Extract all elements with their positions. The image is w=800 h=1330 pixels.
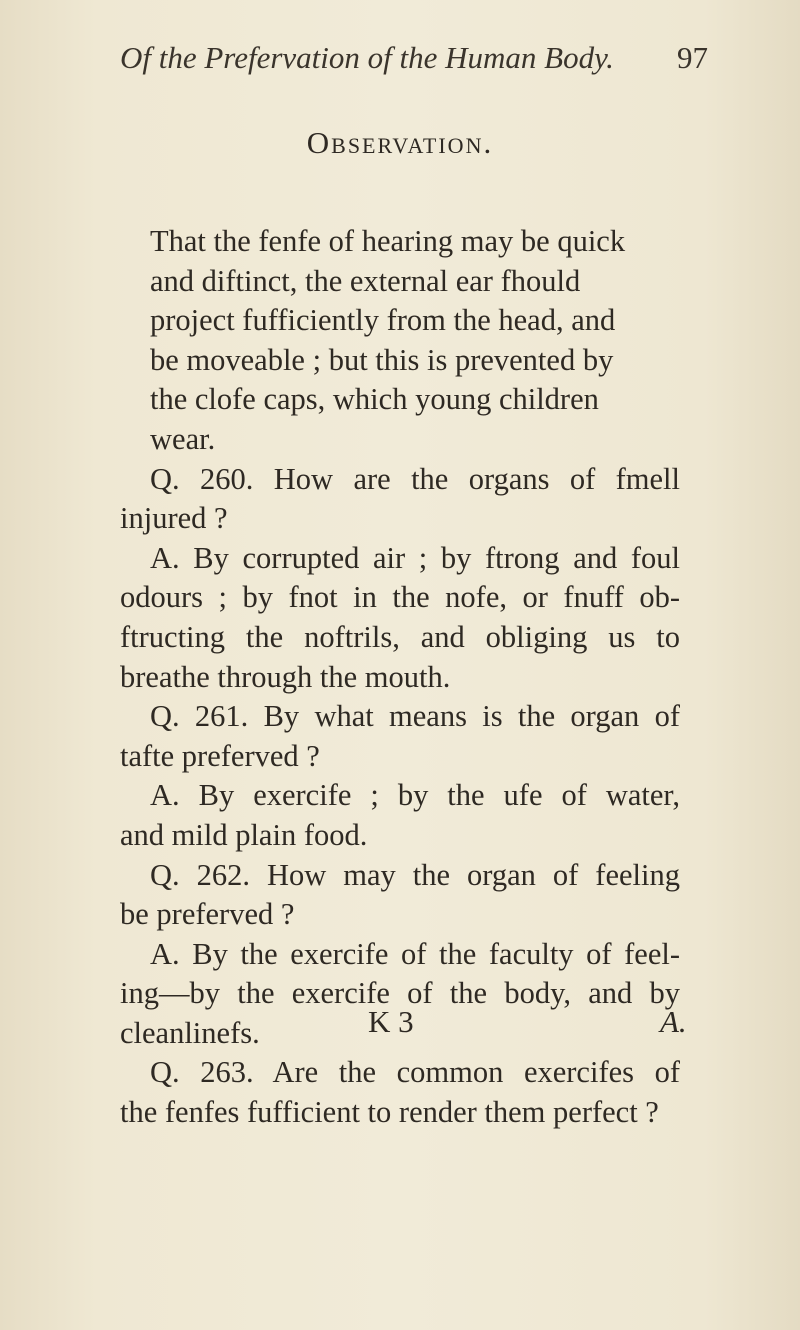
body-text bbox=[120, 222, 680, 1133]
text-line: A. By corrupted air ; by ftrong and foul bbox=[150, 540, 680, 575]
section-heading: Observation. bbox=[306, 125, 494, 160]
page-number: 97 bbox=[677, 40, 708, 75]
text-line: ftructing the noftrils, and obliging us to bbox=[120, 619, 680, 654]
text-line: the fenfes fufficient to render them perfect ? bbox=[120, 1095, 659, 1130]
text-line: be moveable ; but this is prevented by bbox=[150, 342, 614, 377]
text-line: wear. bbox=[150, 421, 216, 456]
text-line: and mild plain food. bbox=[120, 817, 368, 852]
text-line: odours ; by fnot in the nofe, or fnuff ob- bbox=[120, 580, 680, 615]
text-line: Q. 261. By what means is the organ of bbox=[150, 699, 680, 734]
page-footer bbox=[0, 1004, 800, 1054]
text-line: That the fenfe of hearing may be quick bbox=[150, 224, 626, 258]
catchword: A. bbox=[660, 1004, 687, 1039]
text-line: A. By the exercife of the faculty of feel- bbox=[150, 936, 680, 971]
running-head bbox=[120, 40, 708, 76]
text-line: Q. 262. How may the organ of feeling bbox=[150, 857, 680, 892]
text-line: Q. 263. Are the common exercifes of bbox=[150, 1055, 680, 1090]
text-line: and diftinct, the external ear fhould bbox=[150, 263, 581, 298]
running-head-title: Of the Prefervation of the Human Body. bbox=[120, 40, 614, 75]
text-line: breathe through the mouth. bbox=[120, 659, 451, 694]
text-line: cleanlinefs. bbox=[120, 1015, 260, 1050]
signature-mark: K 3 bbox=[368, 1004, 414, 1039]
text-line: be preferved ? bbox=[120, 897, 295, 932]
text-line: project fufficiently from the head, and bbox=[150, 303, 616, 338]
text-line: injured ? bbox=[120, 501, 228, 536]
text-line: Q. 260. How are the organs of fmell bbox=[150, 461, 680, 496]
text-line: the clofe caps, which young children bbox=[150, 382, 599, 417]
text-line: ing—by the exercife of the body, and by bbox=[120, 976, 680, 1011]
text-line: A. By exercife ; by the ufe of water, bbox=[150, 778, 680, 813]
text-line: tafte preferved ? bbox=[120, 738, 320, 773]
